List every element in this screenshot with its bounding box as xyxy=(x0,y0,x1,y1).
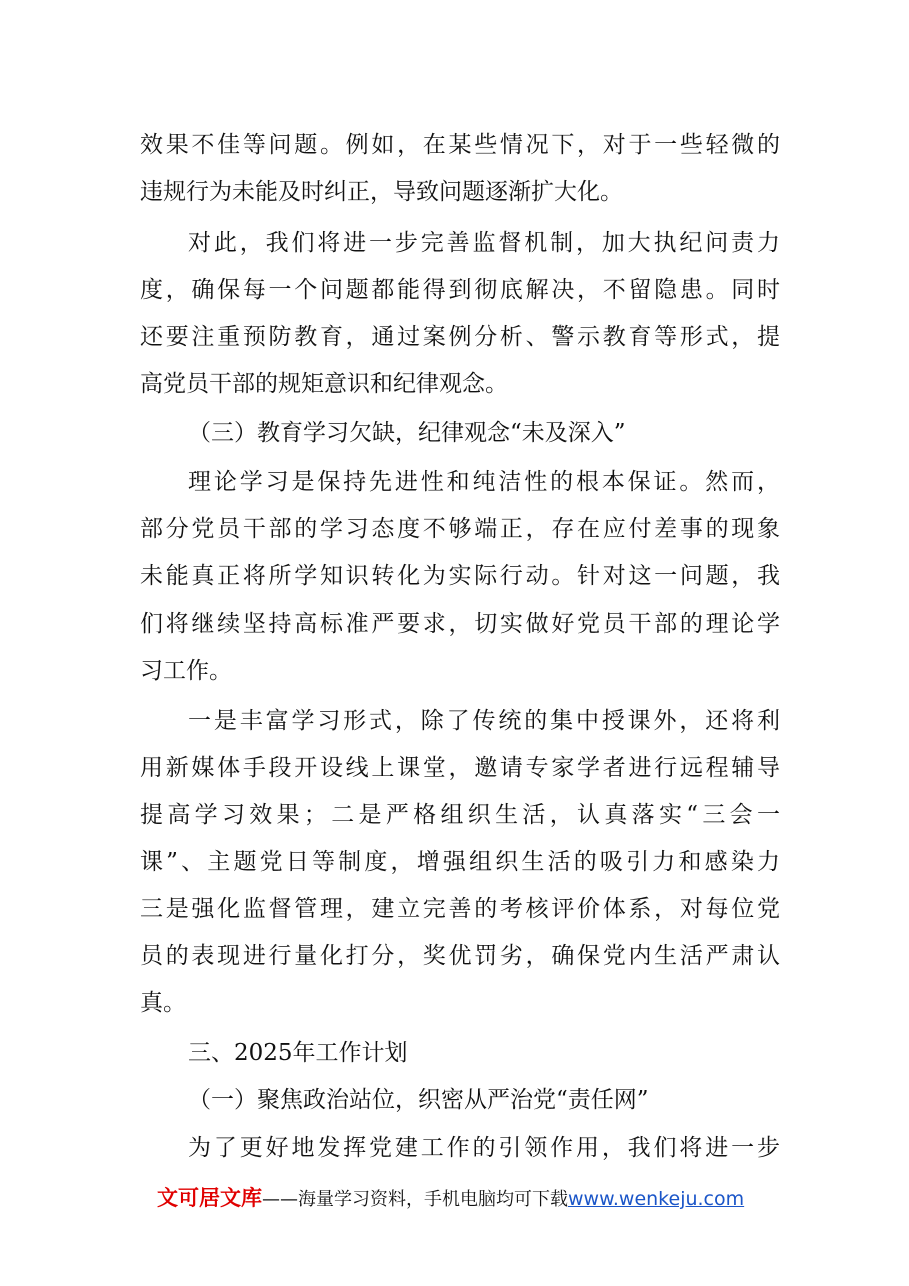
subsection-heading: （一）聚焦政治站位，织密从严治党“责任网” xyxy=(188,1087,649,1113)
body-text-line: 还要注重预防教育，通过案例分析、警示教育等形式，提 xyxy=(140,324,780,350)
body-text-line: 违规行为未能及时纠正，导致问题逐渐扩大化。 xyxy=(140,179,623,205)
body-text-line: 用新媒体手段开设线上课堂，邀请专家学者进行远程辅导 xyxy=(140,755,780,781)
section-heading: 三、2025年工作计划 xyxy=(188,1040,408,1066)
body-text-line: 高党员干部的规矩意识和纪律观念。 xyxy=(140,371,508,397)
body-text-line: 一是丰富学习形式，除了传统的集中授课外，还将利 xyxy=(188,708,780,734)
body-text-line: 部分党员干部的学习态度不够端正，存在应付差事的现象 xyxy=(140,516,780,542)
footer-tagline: ——海量学习资料，手机电脑均可下载 xyxy=(262,1189,568,1210)
footer-banner xyxy=(157,1183,744,1213)
footer-url-link[interactable]: www.wenkeju.com xyxy=(568,1188,745,1210)
body-text-line: 真。 xyxy=(140,990,186,1016)
body-text-line: 未能真正将所学知识转化为实际行动。针对这一问题，我 xyxy=(140,563,780,589)
body-text-line: 们将继续坚持高标准严要求，切实做好党员干部的理论学 xyxy=(140,611,780,637)
body-text-line: 提高学习效果；二是严格组织生活，认真落实“三会一 xyxy=(140,802,780,828)
body-text-line: 习工作。 xyxy=(140,658,232,684)
body-text-line: 课”、主题党日等制度，增强组织生活的吸引力和感染力 xyxy=(140,849,780,875)
section-heading: （三）教育学习欠缺，纪律观念“未及深入” xyxy=(188,420,626,446)
body-text-line: 理论学习是保持先进性和纯洁性的根本保证。然而， xyxy=(188,469,780,495)
body-text-line: 员的表现进行量化打分，奖优罚劣，确保党内生活严肃认 xyxy=(140,943,780,969)
footer-brand: 文可居文库 xyxy=(157,1186,262,1210)
body-text-line: 为了更好地发挥党建工作的引领作用，我们将进一步 xyxy=(188,1135,780,1161)
body-text-line: 效果不佳等问题。例如，在某些情况下，对于一些轻微的 xyxy=(140,132,780,158)
body-text-line: 三是强化监督管理，建立完善的考核评价体系，对每位党 xyxy=(140,896,780,922)
body-text-line: 对此，我们将进一步完善监督机制，加大执纪问责力 xyxy=(188,230,780,256)
body-text-line: 度，确保每一个问题都能得到彻底解决，不留隐患。同时 xyxy=(140,277,780,303)
